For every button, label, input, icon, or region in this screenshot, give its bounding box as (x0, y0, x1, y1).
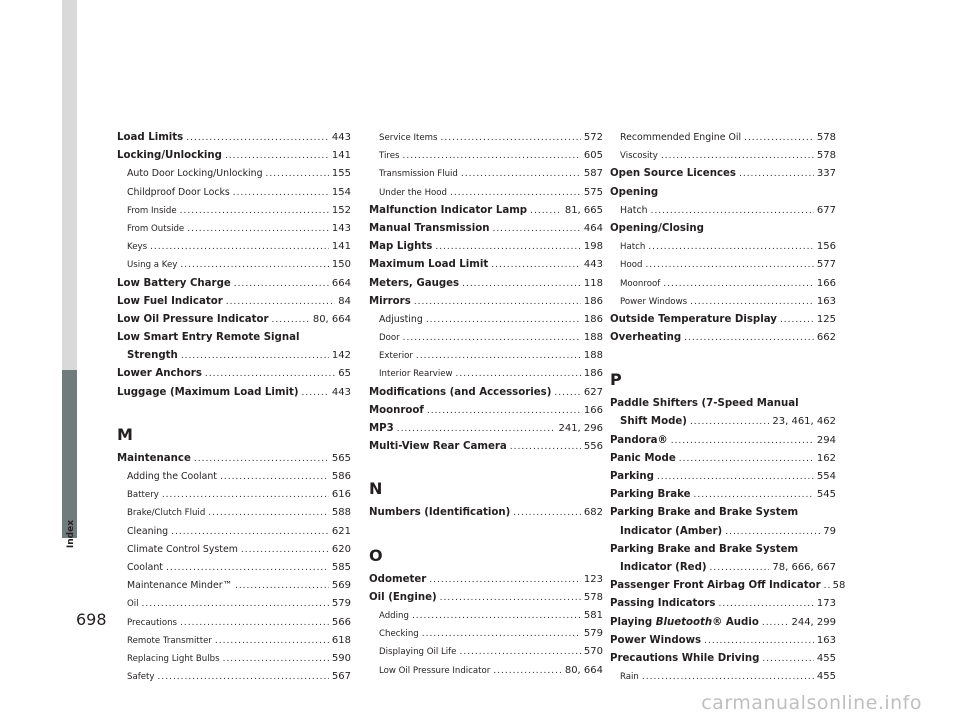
index-entry-heading: Parking Brake and Brake System (610, 543, 799, 555)
index-subentry[interactable]: Power Windows ..... 163 (610, 296, 836, 314)
page-number: 698 (76, 610, 107, 629)
index-entry[interactable]: Maintenance ..... 565 (117, 453, 351, 471)
index-entry[interactable]: Maximum Load Limit ..... 443 (369, 259, 603, 277)
index-subentry[interactable]: Recommended Engine Oil ..... 578 (610, 132, 836, 150)
index-entry-heading: Opening/Closing (610, 222, 704, 234)
index-entry[interactable]: Map Lights ..... 198 (369, 241, 603, 259)
index-entry[interactable]: Luggage (Maximum Load Limit) ..... 443 (117, 387, 351, 405)
index-entry[interactable]: Lower Anchors ..... 65 (117, 368, 351, 386)
index-entry[interactable]: Multi-View Rear Camera ..... 556 (369, 441, 603, 459)
section-letter-o: O (369, 545, 383, 565)
index-entry[interactable]: Low Oil Pressure Indicator ..... 80, 664 (117, 314, 351, 332)
index-subentry[interactable]: Displaying Oil Life ..... 570 (369, 646, 603, 664)
index-subentry[interactable]: Hatch ..... 677 (610, 205, 836, 223)
index-subentry[interactable]: Oil ..... 579 (117, 598, 351, 616)
index-entry[interactable]: Outside Temperature Display ..... 125 (610, 314, 836, 332)
index-subentry[interactable]: Checking ..... 579 (369, 628, 603, 646)
index-entry[interactable]: Mirrors ..... 186 (369, 296, 603, 314)
index-subentry[interactable]: Door ..... 188 (369, 332, 603, 350)
index-subentry[interactable]: Exterior ..... 188 (369, 350, 603, 368)
section-letter-m: M (117, 424, 133, 444)
index-entry[interactable]: Modifications (and Accessories) ..... 627 (369, 387, 603, 405)
index-subentry[interactable]: Under the Hood ..... 575 (369, 187, 603, 205)
index-entry[interactable]: Strength ..... 142 (117, 350, 351, 368)
index-subentry[interactable]: Keys ..... 141 (117, 241, 351, 259)
index-subentry[interactable]: From Outside ..... 143 (117, 223, 351, 241)
index-column-2 (369, 132, 603, 683)
index-entry[interactable]: Panic Mode ..... 162 (610, 453, 836, 471)
index-subentry[interactable]: Childproof Door Locks ..... 154 (117, 187, 351, 205)
index-subentry[interactable]: Adding the Coolant ..... 586 (117, 471, 351, 489)
index-entry[interactable]: Overheating ..... 662 (610, 332, 836, 350)
index-entry[interactable]: Passenger Front Airbag Off Indicator ..... 58 (610, 580, 836, 598)
index-side-tab-light (62, 0, 77, 370)
index-subentry[interactable]: Transmission Fluid ..... 587 (369, 168, 603, 186)
index-entry[interactable]: Moonroof ..... 166 (369, 405, 603, 423)
index-subentry[interactable]: Safety ..... 567 (117, 671, 351, 689)
index-entry-heading: Parking Brake and Brake System (610, 507, 799, 519)
index-entry[interactable]: Pandora® ..... 294 (610, 435, 836, 453)
index-entry[interactable]: Odometer ..... 123 (369, 574, 603, 592)
index-entry[interactable]: Indicator (Amber) ..... 79 (610, 526, 836, 544)
index-subentry[interactable]: Rain ..... 455 (610, 671, 836, 689)
index-entry[interactable]: Indicator (Red) ..... 78, 666, 667 (610, 562, 836, 580)
section-letter-p: P (610, 370, 622, 390)
section-letter-n: N (369, 479, 383, 499)
index-column-1 (117, 132, 351, 689)
index-entry[interactable]: Passing Indicators ..... 173 (610, 598, 836, 616)
index-column-3 (610, 132, 846, 689)
index-entry[interactable]: Malfunction Indicator Lamp ..... 81, 665 (369, 205, 603, 223)
index-subentry[interactable]: Service Items ..... 572 (369, 132, 603, 150)
index-entry[interactable]: MP3 ..... 241, 296 (369, 423, 603, 441)
index-entry[interactable]: Power Windows ..... 163 (610, 635, 836, 653)
index-subentry[interactable]: Hood ..... 577 (610, 259, 836, 277)
index-subentry[interactable]: Viscosity ..... 578 (610, 150, 836, 168)
index-subentry[interactable]: Battery ..... 616 (117, 489, 351, 507)
index-subentry[interactable]: Cleaning ..... 621 (117, 526, 351, 544)
index-entry[interactable]: Parking Brake ..... 545 (610, 489, 836, 507)
index-entry[interactable]: Numbers (Identification) ..... 682 (369, 507, 603, 525)
index-entry-heading: Paddle Shifters (7-Speed Manual (610, 398, 799, 410)
index-entry[interactable]: Locking/Unlocking ..... 141 (117, 150, 351, 168)
index-entry[interactable]: Open Source Licences ..... 337 (610, 168, 836, 186)
index-subentry[interactable]: Low Oil Pressure Indicator ..... 80, 664 (369, 665, 603, 683)
index-entry-heading: Low Smart Entry Remote Signal (117, 332, 300, 344)
index-subentry[interactable]: Precautions ..... 566 (117, 617, 351, 635)
index-entry-heading: Opening (610, 186, 659, 198)
index-entry[interactable]: Meters, Gauges ..... 118 (369, 278, 603, 296)
index-entry[interactable]: Load Limits ..... 443 (117, 132, 351, 150)
section-tab-label: Index (66, 520, 76, 549)
index-entry[interactable]: Oil (Engine) ..... 578 (369, 592, 603, 610)
index-entry[interactable]: Low Fuel Indicator ..... 84 (117, 296, 351, 314)
index-subentry[interactable]: Adding ..... 581 (369, 610, 603, 628)
index-subentry[interactable]: Coolant ..... 585 (117, 562, 351, 580)
watermark: carmanualsonline.info (701, 692, 922, 714)
index-subentry[interactable]: From Inside ..... 152 (117, 205, 351, 223)
index-subentry[interactable]: Replacing Light Bulbs ..... 590 (117, 653, 351, 671)
index-subentry[interactable]: Maintenance Minder™ ..... 569 (117, 580, 351, 598)
index-subentry[interactable]: Moonroof ..... 166 (610, 278, 836, 296)
index-subentry[interactable]: Interior Rearview ..... 186 (369, 368, 603, 386)
index-entry[interactable]: Playing Bluetooth® Audio ..... 244, 299 (610, 617, 836, 635)
index-subentry[interactable]: Adjusting ..... 186 (369, 314, 603, 332)
index-entry[interactable]: Shift Mode) ..... 23, 461, 462 (610, 416, 836, 434)
index-entry[interactable]: Low Battery Charge ..... 664 (117, 278, 351, 296)
index-subentry[interactable]: Climate Control System ..... 620 (117, 544, 351, 562)
index-entry[interactable]: Parking ..... 554 (610, 471, 836, 489)
index-subentry[interactable]: Tires ..... 605 (369, 150, 603, 168)
index-entry[interactable]: Manual Transmission ..... 464 (369, 223, 603, 241)
index-subentry[interactable]: Using a Key ..... 150 (117, 259, 351, 277)
index-subentry[interactable]: Remote Transmitter ..... 618 (117, 635, 351, 653)
index-subentry[interactable]: Brake/Clutch Fluid ..... 588 (117, 507, 351, 525)
index-subentry[interactable]: Hatch ..... 156 (610, 241, 836, 259)
index-subentry[interactable]: Auto Door Locking/Unlocking ..... 155 (117, 168, 351, 186)
index-entry[interactable]: Precautions While Driving ..... 455 (610, 653, 836, 671)
index-side-tab (62, 370, 77, 538)
